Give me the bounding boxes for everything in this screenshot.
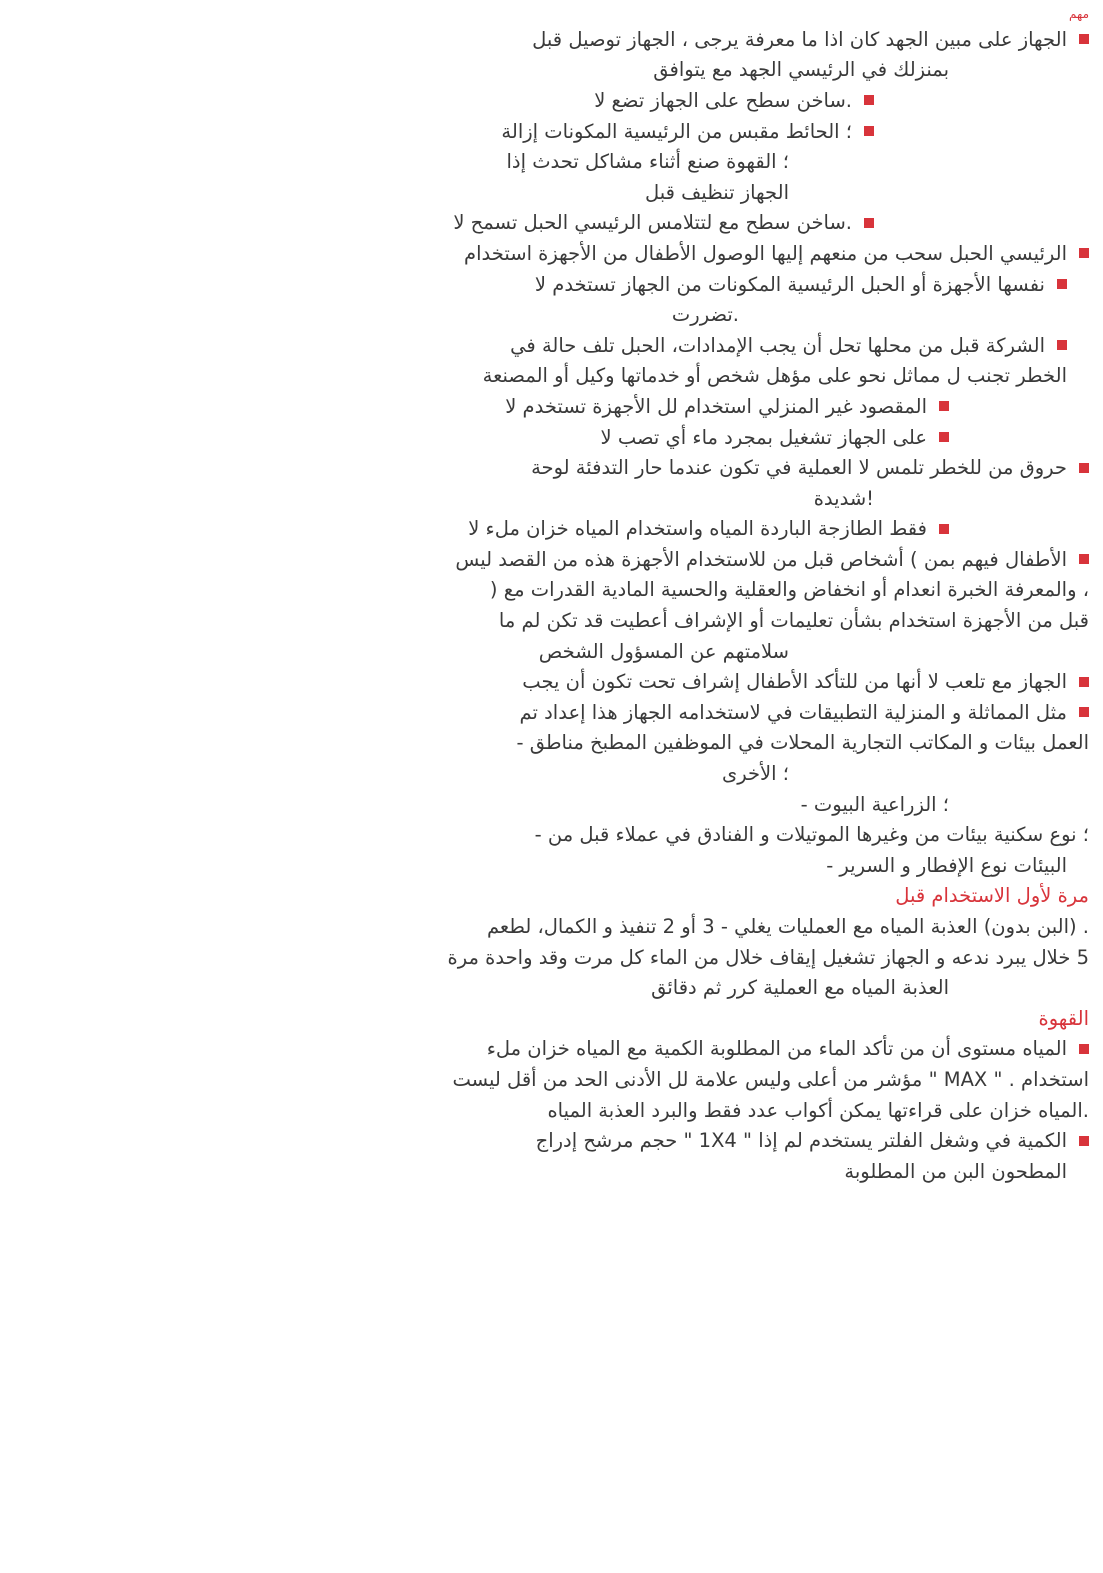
bullet-item [28,666,1089,697]
bullet-item [28,24,1089,55]
line-text: نفسها الأجهزة أو الحبل الرئيسية المكونات من الجهاز تستخدم لا [534,272,1045,296]
text-line [28,972,1089,1003]
bullet-square-icon [1079,707,1089,717]
text-line [28,789,1089,820]
bullet-item [28,269,1089,300]
bullet-square-icon [939,524,949,534]
bullet-item [28,116,1089,147]
text-line [28,1095,1089,1126]
line-text: العذبة المياه مع العملية كرر ثم دقائق [651,976,949,1000]
text-line [28,177,1089,208]
text-line [28,146,1089,177]
line-text: سلامتهم عن المسؤول الشخص [538,639,789,663]
text-line [28,575,1089,606]
line-text: حروق من للخطر تلمس لا العملية في تكون عندما حار التدفئة لوحة [531,456,1067,480]
top-label-text: مهم [1069,7,1089,21]
line-text: المطحون البن من المطلوبة [844,1159,1067,1183]
line-text: . (البن بدون) العذبة المياه مع العمليات يغلي - 3 أو 2 تنفيذ و الكمال، لطعم [486,915,1089,939]
bullet-square-icon [1079,34,1089,44]
line-text: بمنزلك في الرئيسي الجهد مع يتوافق [653,58,949,82]
bullet-item [28,85,1089,116]
bullet-square-icon [864,95,874,105]
line-text: ؛ القهوة صنع أثناء مشاكل تحدث إذا [506,150,789,174]
bullet-item [28,1034,1089,1065]
bullet-square-icon [864,218,874,228]
text-line [28,55,1089,86]
top-label [28,4,1089,24]
bullet-square-icon [939,432,949,442]
bullet-item [28,208,1089,239]
text-line [28,942,1089,973]
text-line [28,1064,1089,1095]
line-text: الرئيسي الحبل سحب من منعهم إليها الوصول الأطفال من الأجهزة استخدام [464,241,1067,265]
line-text: البيئات نوع الإفطار و السرير - [826,853,1067,877]
line-text: ، والمعرفة الخبرة انعدام أو انخفاض والعقلية والحسية المادية القدرات مع ( [489,578,1089,602]
line-text: .تضررت [671,303,739,327]
bullet-item [28,544,1089,575]
line-text: ؛ الزراعية البيوت - [800,792,949,816]
bullet-square-icon [1079,1136,1089,1146]
text-line [28,361,1089,392]
line-text: .ساخن سطح مع لتتلامس الرئيسي الحبل تسمح لا [453,211,852,235]
text-line [28,728,1089,759]
bullet-square-icon [1079,554,1089,564]
bullet-item [28,238,1089,269]
line-text: قبل من الأجهزة استخدام بشأن تعليمات أو الإشراف أعطيت قد تكن لم ما [498,609,1089,633]
bullet-item [28,330,1089,361]
line-text: القهوة [1038,1006,1089,1030]
line-text: مثل المماثلة و المنزلية التطبيقات في لاستخدامه الجهاز هذا إعداد تم [519,700,1067,724]
bullet-item [28,514,1089,545]
line-text: !شديدة [813,486,874,510]
line-text: الأطفال فيهم بمن ) أشخاص قبل من للاستخدام الأجهزة هذه من القصد ليس [455,547,1067,571]
text-line [28,299,1089,330]
line-text: العمل بيئات و المكاتب التجارية المحلات في الموظفين المطبخ مناطق - [516,731,1089,755]
bullet-item [28,697,1089,728]
line-text: الجهاز على مبين الجهد كان اذا ما معرفة يرجى ، الجهاز توصيل قبل [532,27,1067,51]
bullet-square-icon [1079,677,1089,687]
line-text: الخطر تجنب ل مماثل نحو على مؤهل شخص أو خدماتها وكيل أو المصنعة [482,364,1067,388]
line-text: مرة لأول الاستخدام قبل [895,884,1089,908]
text-line [28,758,1089,789]
text-line [28,605,1089,636]
line-text: 5 خلال يبرد ندعه و الجهاز تشغيل إيقاف خلال من الماء كل مرت وقد واحدة مرة [447,945,1089,969]
line-text: الجهاز مع تلعب لا أنها من للتأكد الأطفال إشراف تحت تكون أن يجب [522,670,1067,694]
line-text: الكمية في وشغل الفلتر يستخدم لم إذا " 1X4 " حجم مرشح إدراج [535,1129,1067,1153]
line-text: ؛ الأخرى [721,762,789,786]
bullet-square-icon [1057,279,1067,289]
bullet-square-icon [939,401,949,411]
bullet-square-icon [1057,340,1067,350]
bullet-square-icon [864,126,874,136]
text-line [28,819,1089,850]
bullet-square-icon [1079,463,1089,473]
text-line [28,483,1089,514]
line-text: ؛ نوع سكنية بيئات من وغيرها الموتيلات و الفنادق في عملاء قبل من - [534,823,1089,847]
bullet-item [28,422,1089,453]
text-line [28,636,1089,667]
line-text: على الجهاز تشغيل بمجرد ماء أي تصب لا [600,425,927,449]
line-text: .المياه خزان على قراءتها يمكن أكواب عدد فقط والبرد العذبة المياه [547,1098,1089,1122]
text-line [28,1156,1089,1187]
text-line [28,911,1089,942]
bullet-item [28,1125,1089,1156]
line-text: الشركة قبل من محلها تحل أن يجب الإمدادات، الحبل تلف حالة في [510,333,1045,357]
line-text: المقصود غير المنزلي استخدام لل الأجهزة تستخدم لا [505,394,927,418]
bullet-square-icon [1079,1044,1089,1054]
line-text: الجهاز تنظيف قبل [644,180,789,204]
line-text: ؛ الحائط مقبس من الرئيسية المكونات إزالة [501,119,852,143]
line-text: المياه مستوى أن من تأكد الماء من المطلوبة الكمية مع المياه خزان ملء [486,1037,1067,1061]
bullet-item [28,452,1089,483]
document-body [28,24,1089,1187]
bullet-square-icon [1079,248,1089,258]
section-heading [28,881,1089,912]
section-heading [28,1003,1089,1034]
text-line [28,850,1089,881]
line-text: استخدام . " MAX " مؤشر من أعلى وليس علامة لل الأدنى الحد من أقل ليست [452,1067,1089,1091]
bullet-item [28,391,1089,422]
line-text: فقط الطازجة الباردة المياه واستخدام المياه خزان ملء لا [468,517,927,541]
line-text: .ساخن سطح على الجهاز تضع لا [594,88,852,112]
